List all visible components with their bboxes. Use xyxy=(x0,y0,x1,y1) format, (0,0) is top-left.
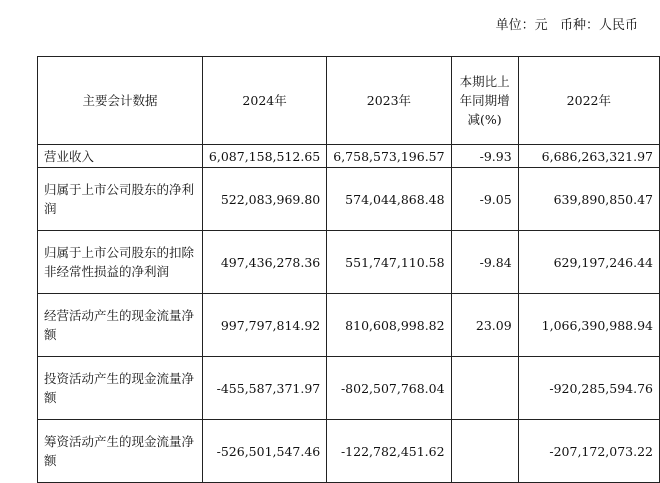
financial-data-table xyxy=(37,56,660,483)
value-2022: 629,197,246.44 xyxy=(518,231,659,294)
value-2024: 497,436,278.36 xyxy=(202,231,326,294)
value-2022: -920,285,594.76 xyxy=(518,357,659,420)
value-2023: 6,758,573,196.57 xyxy=(327,145,451,168)
value-2022: 6,686,263,321.97 xyxy=(518,145,659,168)
currency-unit-note: 单位：元 币种：人民币 xyxy=(495,18,638,33)
value-2023: -802,507,768.04 xyxy=(327,357,451,420)
value-2024: -455,587,371.97 xyxy=(202,357,326,420)
table-row xyxy=(38,420,660,483)
value-change xyxy=(451,420,518,483)
value-2022: 1,066,390,988.94 xyxy=(518,294,659,357)
table-row xyxy=(38,357,660,420)
value-2023: -122,782,451.62 xyxy=(327,420,451,483)
value-2022: 639,890,850.47 xyxy=(518,168,659,231)
value-change: -9.93 xyxy=(451,145,518,168)
value-change: 23.09 xyxy=(451,294,518,357)
value-2023: 551,747,110.58 xyxy=(327,231,451,294)
table-header-row xyxy=(38,57,660,145)
table-row xyxy=(38,145,660,168)
value-2024: 522,083,969.80 xyxy=(202,168,326,231)
header-item: 主要会计数据 xyxy=(38,57,203,145)
table-row xyxy=(38,294,660,357)
row-label: 经营活动产生的现金流量净额 xyxy=(38,294,203,357)
value-change: -9.84 xyxy=(451,231,518,294)
value-2022: -207,172,073.22 xyxy=(518,420,659,483)
value-2024: 997,797,814.92 xyxy=(202,294,326,357)
row-label: 归属于上市公司股东的净利润 xyxy=(38,168,203,231)
value-2023: 574,044,868.48 xyxy=(327,168,451,231)
row-label: 归属于上市公司股东的扣除非经常性损益的净利润 xyxy=(38,231,203,294)
table-row xyxy=(38,231,660,294)
header-change: 本期比上年同期增减(%) xyxy=(451,57,518,145)
header-2022: 2022年 xyxy=(518,57,659,145)
header-2024: 2024年 xyxy=(202,57,326,145)
value-2024: -526,501,547.46 xyxy=(202,420,326,483)
value-2024: 6,087,158,512.65 xyxy=(202,145,326,168)
value-change: -9.05 xyxy=(451,168,518,231)
value-2023: 810,608,998.82 xyxy=(327,294,451,357)
value-change xyxy=(451,357,518,420)
header-2023: 2023年 xyxy=(327,57,451,145)
table-row xyxy=(38,168,660,231)
row-label: 投资活动产生的现金流量净额 xyxy=(38,357,203,420)
row-label: 筹资活动产生的现金流量净额 xyxy=(38,420,203,483)
row-label: 营业收入 xyxy=(38,145,203,168)
